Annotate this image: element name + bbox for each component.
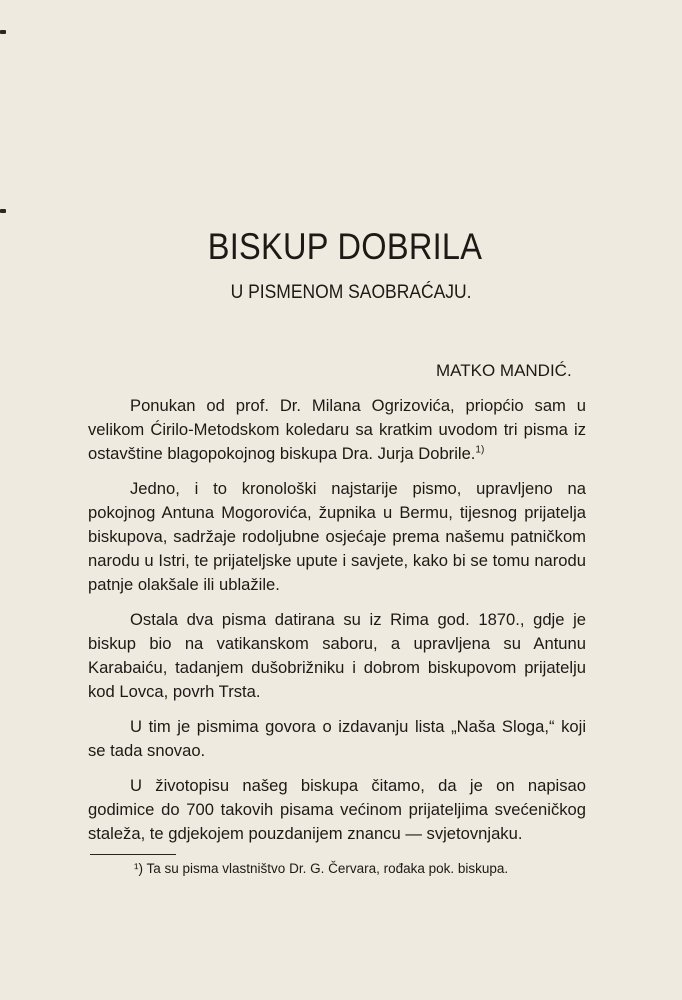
- binding-mark: [0, 30, 6, 34]
- article-title: BISKUP DOBRILA: [207, 226, 483, 267]
- footnote-reference[interactable]: 1): [475, 444, 485, 456]
- paragraph: U tim je pismima govora o izdavanju lista „Naša Sloga,“ koji se tada snovao.: [88, 717, 586, 760]
- footnote-divider: [90, 854, 176, 855]
- paragraph-text: Ponukan od prof. Dr. Milana Ogrizovića, priopćio sam u velikom Ćirilo-Metodskom koledaru sa kratkim uvodom tri pisma iz ostavštine blagopokojnog biskupa Dra. Jurja Dobrile.: [88, 396, 586, 463]
- paragraph: U životopisu našeg biskupa čitamo, da je on napisao godimice do 700 takovih pisama većinom prijateljima svećeničkog staleža, te gdjekojem pouzdanijem znancu — svjetovnjaku.: [88, 776, 586, 843]
- footnote-marker: ¹): [134, 861, 143, 876]
- article-subtitle: U PISMENOM SAOBRAĆAJU.: [230, 282, 472, 303]
- paragraph: Ostala dva pisma datirana su iz Rima god. 1870., gdje je biskup bio na vatikanskom saboru, a upravljena su Antunu Karabaiću, tadanjem dušobrižniku i dobrom biskupovom prijatelju kod Lovca, povrh Trsta.: [88, 610, 586, 701]
- paragraph: [88, 394, 586, 466]
- paragraph: Jedno, i to kronološki najstarije pismo, upravljeno na pokojnog Antuna Mogorovića, župnika u Bermu, tijesnog prijatelja biskupova, sadržaje rodoljubne osjećaje prema našemu patničkom narodu u Istri, te prijateljske upute i savjete, kako bi se tomu narodu patnje olakšale ili ublažile.: [88, 479, 586, 594]
- binding-mark: [0, 209, 6, 213]
- footnote: [134, 861, 508, 876]
- article-author: MATKO MANDIĆ.: [436, 361, 572, 380]
- footnote-text: Ta su pisma vlastništvo Dr. G. Červara, rođaka pok. biskupa.: [146, 861, 509, 876]
- article-body: [88, 394, 586, 846]
